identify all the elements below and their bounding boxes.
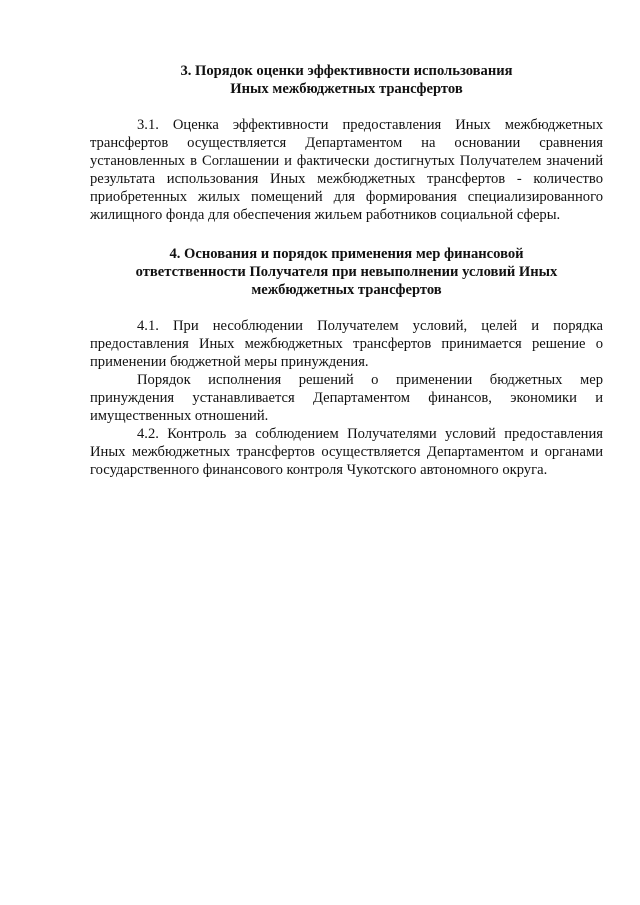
paragraph-4-1-order: Порядок исполнения решений о применении бюджетных мер принуждения устанавливается Департаментом финансов, экономики и имущественных отношений. — [90, 371, 603, 425]
section-4-heading-line-1: 4. Основания и порядок применения мер финансовой — [169, 245, 524, 262]
document-content — [90, 62, 603, 479]
spacer — [90, 98, 603, 116]
section-4-heading-line-2: ответственности Получателя при невыполнении условий Иных — [135, 263, 558, 280]
spacer — [90, 225, 603, 245]
paragraph-4-2: 4.2. Контроль за соблюдением Получателями условий предоставления Иных межбюджетных трансфертов осуществляется Департаментом и органами государственного финансового контроля Чукотского автономного округа. — [90, 426, 603, 479]
section-3-heading-line-1: 3. Порядок оценки эффективности использования — [180, 63, 513, 79]
section-3-heading-line-2: Иных межбюджетных трансфертов — [230, 81, 463, 97]
section-4-heading-line-3: межбюджетных трансфертов — [251, 281, 442, 298]
spacer — [90, 299, 603, 317]
section-4-heading — [90, 245, 603, 299]
paragraph-3-1: 3.1. Оценка эффективности предоставления Иных межбюджетных трансфертов осуществляется Департаментом на основании сравнения установленных в Соглашении и фактически достигнутых Получателем значений результата использования Иных межбюджетных трансфертов - количество приобретенных жилых помещений для формирования специализированного жилищного фонда для обеспечения жильем работников социальной сферы. — [90, 117, 603, 224]
paragraph-4-1: 4.1. При несоблюдении Получателем условий, целей и порядка предоставления Иных межбюджетных трансфертов принимается решение о применении бюджетной меры принуждения. — [90, 317, 603, 370]
section-3-heading — [90, 62, 603, 98]
